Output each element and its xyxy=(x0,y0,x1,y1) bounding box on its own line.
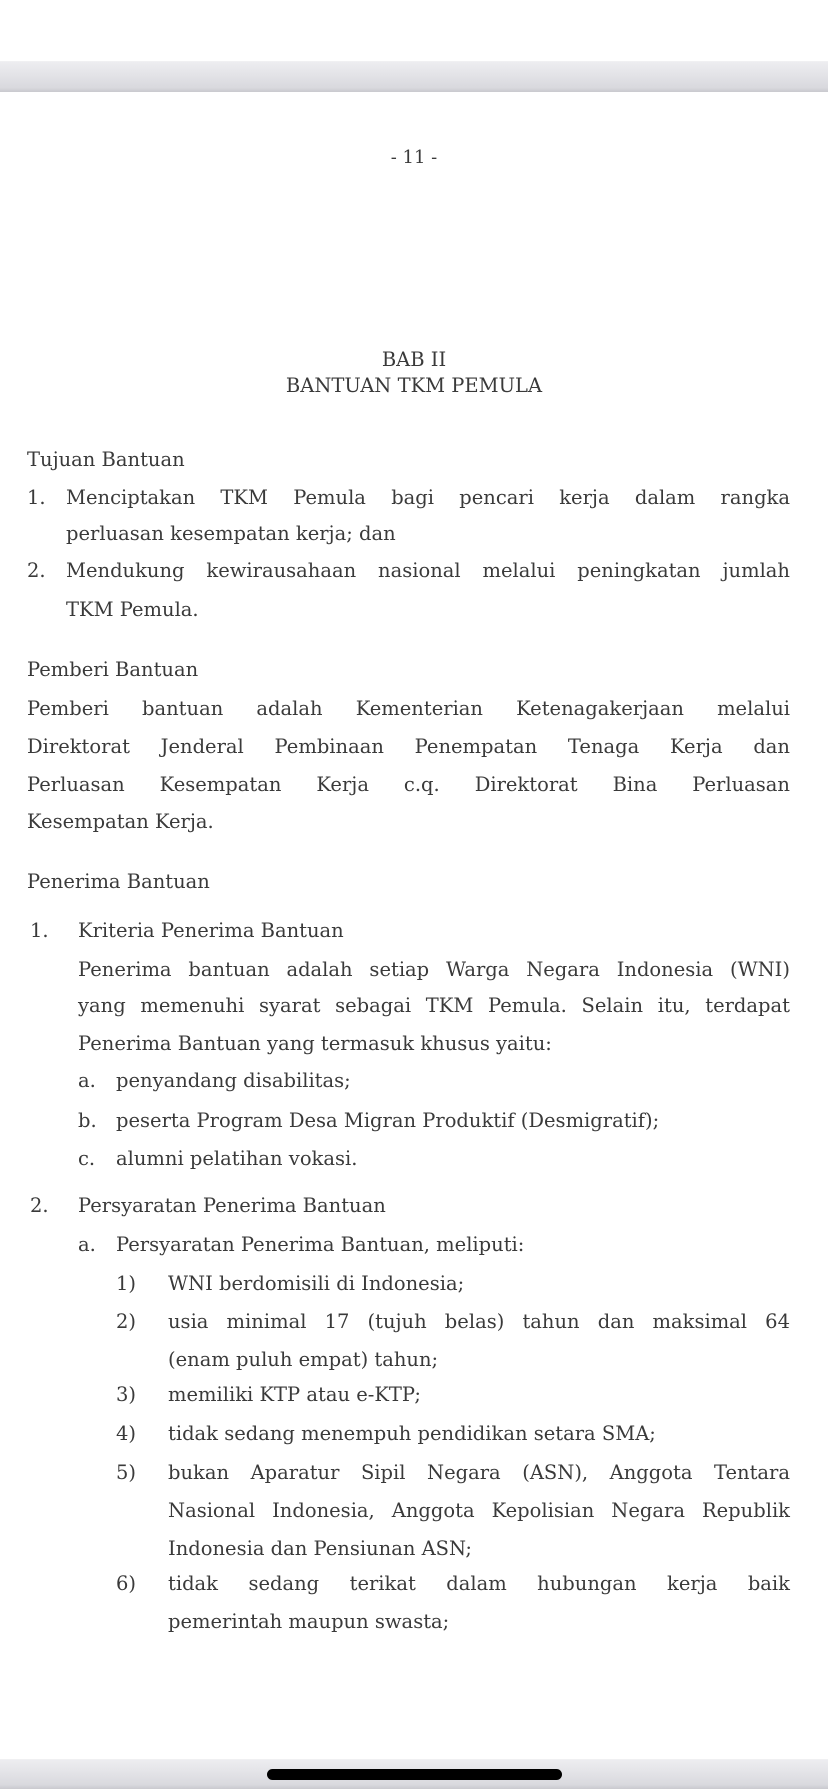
list-item-text: tidak sedang terikat dalam hubungan kerja baik xyxy=(168,1572,790,1595)
chapter-label: BAB II xyxy=(381,348,447,371)
list-number: 1. xyxy=(30,919,49,942)
list-item-text: pemerintah maupun swasta; xyxy=(168,1610,450,1633)
list-number: 1. xyxy=(27,486,46,509)
paragraph-line: Perluasan Kesempatan Kerja c.q. Direktorat Bina Perluasan xyxy=(27,773,790,796)
list-item-text: perluasan kesempatan kerja; dan xyxy=(66,522,396,545)
list-number: 2. xyxy=(27,559,46,582)
list-item-text: peserta Program Desa Migran Produktif (Desmigratif); xyxy=(116,1109,660,1132)
sub-list-title: Persyaratan Penerima Bantuan, meliputi: xyxy=(116,1233,525,1256)
paragraph-line: Kesempatan Kerja. xyxy=(27,810,214,833)
list-item-text: tidak sedang menempuh pendidikan setara SMA; xyxy=(168,1422,656,1445)
paragraph-line: Direktorat Jenderal Pembinaan Penempatan Tenaga Kerja dan xyxy=(27,735,790,758)
subsection-title: Persyaratan Penerima Bantuan xyxy=(78,1194,386,1217)
list-item-text: Mendukung kewirausahaan nasional melalui peningkatan jumlah xyxy=(66,559,790,582)
list-item-text: bukan Aparatur Sipil Negara (ASN), Anggota Tentara xyxy=(168,1461,790,1484)
chapter-title: BANTUAN TKM PEMULA xyxy=(285,374,543,397)
list-letter: b. xyxy=(78,1109,97,1132)
list-number: 1) xyxy=(116,1272,137,1295)
subsection-title: Kriteria Penerima Bantuan xyxy=(78,919,344,942)
paragraph-line: Penerima bantuan adalah setiap Warga Negara Indonesia (WNI) xyxy=(78,958,790,981)
list-item-text: penyandang disabilitas; xyxy=(116,1069,351,1092)
section-heading-pemberi: Pemberi Bantuan xyxy=(27,658,199,681)
list-item-text: (enam puluh empat) tahun; xyxy=(168,1348,439,1371)
list-item-text: Menciptakan TKM Pemula bagi pencari kerja dalam rangka xyxy=(66,486,790,509)
list-letter: a. xyxy=(78,1233,96,1256)
section-heading-penerima: Penerima Bantuan xyxy=(27,870,210,893)
list-number: 4) xyxy=(116,1422,137,1445)
list-number: 2. xyxy=(30,1194,49,1217)
top-toolbar-bar xyxy=(0,61,828,92)
list-item-text: alumni pelatihan vokasi. xyxy=(116,1147,358,1170)
paragraph-line: Penerima Bantuan yang termasuk khusus yaitu: xyxy=(78,1032,552,1055)
list-number: 6) xyxy=(116,1572,137,1595)
list-item-text: Nasional Indonesia, Anggota Kepolisian Negara Republik xyxy=(168,1499,790,1522)
list-item-text: usia minimal 17 (tujuh belas) tahun dan maksimal 64 xyxy=(168,1310,790,1333)
paragraph-line: yang memenuhi syarat sebagai TKM Pemula. Selain itu, terdapat xyxy=(78,994,790,1017)
list-number: 2) xyxy=(116,1310,137,1333)
list-letter: c. xyxy=(78,1147,96,1170)
home-indicator[interactable] xyxy=(267,1769,562,1780)
page-number: - 11 - xyxy=(390,147,438,168)
list-number: 3) xyxy=(116,1383,137,1406)
list-item-text: Indonesia dan Pensiunan ASN; xyxy=(168,1537,472,1560)
list-item-text: TKM Pemula. xyxy=(66,598,199,621)
list-item-text: WNI berdomisili di Indonesia; xyxy=(168,1272,465,1295)
list-number: 5) xyxy=(116,1461,137,1484)
section-heading-tujuan: Tujuan Bantuan xyxy=(27,448,185,471)
list-item-text: memiliki KTP atau e-KTP; xyxy=(168,1383,421,1406)
list-letter: a. xyxy=(78,1069,96,1092)
paragraph-line: Pemberi bantuan adalah Kementerian Ketenagakerjaan melalui xyxy=(27,697,790,720)
